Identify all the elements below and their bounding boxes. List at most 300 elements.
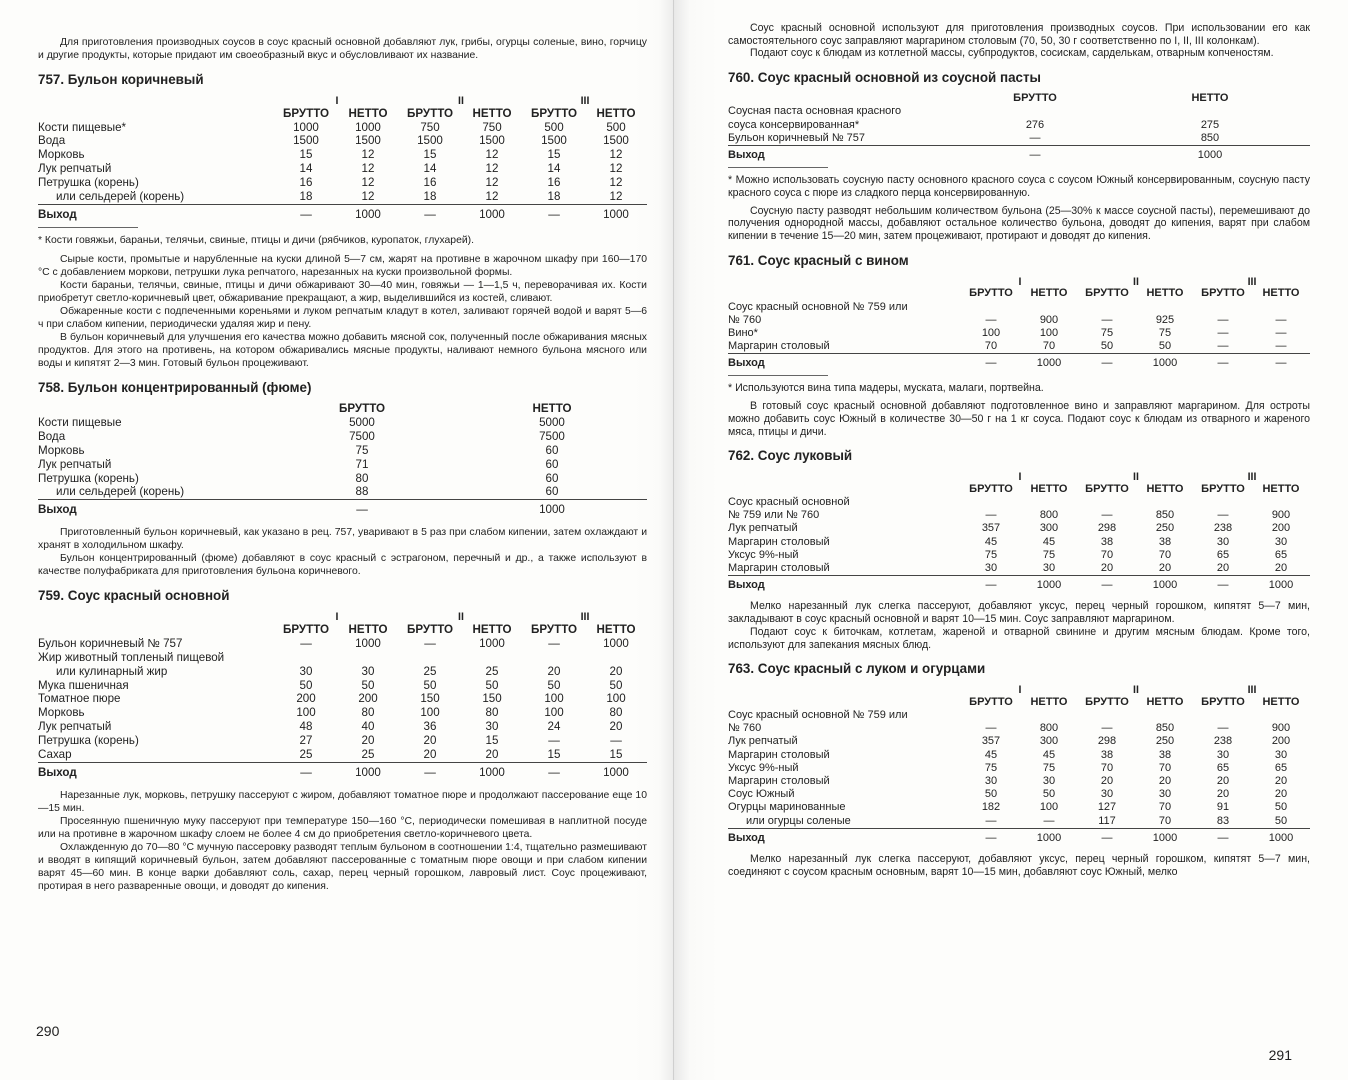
group-row	[38, 610, 647, 623]
quantity-cell: 1000	[479, 636, 505, 650]
recipe-761-table	[728, 275, 1310, 374]
ingredient-name: Бульон коричневый № 757	[38, 636, 183, 650]
header-row	[38, 623, 647, 637]
quantity-cell: 70	[1042, 340, 1056, 353]
quantity-cell: —	[267, 500, 457, 520]
quantity-cell	[337, 651, 399, 665]
quantity-cell: 100	[420, 706, 440, 720]
quantity-cell: 12	[485, 190, 499, 204]
ingredient-name: № 760	[728, 313, 762, 326]
quantity-cell: —	[610, 734, 622, 748]
table-row	[38, 134, 647, 148]
column-header: БРУТТО	[969, 482, 1013, 495]
ingredient-name: Соус Южный	[728, 788, 795, 801]
quantity-cell: 900	[1271, 722, 1291, 735]
quantity-cell: —	[1101, 313, 1113, 326]
quantity-cell: 100	[544, 706, 564, 720]
quantity-cell: —	[300, 636, 312, 650]
column-header: НЕТТО	[472, 622, 512, 636]
quantity-cell	[275, 651, 337, 665]
quantity-cell: 16	[423, 176, 437, 190]
table-row	[728, 522, 1310, 535]
ingredient-name: Петрушка (корень)	[38, 734, 139, 748]
header-row	[728, 287, 1310, 300]
group-label: I	[1018, 684, 1022, 697]
table-row	[728, 105, 1310, 118]
quantity-cell: 75	[984, 761, 998, 774]
quantity-cell: 70	[1158, 801, 1172, 814]
table-row	[728, 775, 1310, 788]
quantity-cell: 250	[1155, 522, 1175, 535]
group-row	[728, 470, 1310, 483]
paragraph: В бульон коричневый для улучшения его качества можно добавить мясной сок, полученный после обжаривания мясных продуктов. Для этого на противень, на котором обжаривались мясные продукты, наливают немного бульона мясного или воды и кипятят 2—3 мин. Готовый бульон процеживают.	[38, 331, 647, 369]
quantity-cell: 15	[485, 734, 499, 748]
quantity-cell: —	[275, 762, 337, 782]
table-row	[38, 679, 647, 693]
quantity-cell: 15	[547, 748, 561, 762]
quantity-cell: 1000	[337, 205, 399, 225]
table-row	[38, 734, 647, 748]
quantity-cell: 30	[1042, 775, 1056, 788]
ingredient-name: Сахар	[38, 748, 72, 762]
ingredient-name: Вино*	[728, 326, 758, 339]
quantity-cell: —	[1194, 828, 1252, 848]
quantity-cell: 83	[1216, 814, 1230, 827]
quantity-cell: 20	[485, 748, 499, 762]
ingredient-name: Кости пищевые*	[38, 120, 127, 134]
quantity-cell: 65	[1274, 548, 1288, 561]
quantity-cell: 70	[1100, 761, 1114, 774]
quantity-cell: 1000	[355, 636, 381, 650]
ingredient-name: или сельдерей (корень)	[56, 190, 185, 204]
quantity-cell: 182	[981, 801, 1001, 814]
quantity-cell: 20	[1100, 775, 1114, 788]
quantity-cell: 65	[1274, 761, 1288, 774]
paragraph: Приготовленный бульон коричневый, как указано в рец. 757, уваривают в 5 раз при слабом кипении, затем охлаждают и хранят в холодильном шкафу.	[38, 527, 647, 552]
paragraph: В готовый соус красный основной добавляют подготовленное вино и заправляют маргарином. Для остроты можно добавить соус Южный в количестве 30—50 г на 1 кг соуса. Подают соус к блюдам из отварного и жареного мяса, птицы и дичи.	[728, 400, 1310, 438]
quantity-cell: 200	[1271, 522, 1291, 535]
column-header: НЕТТО	[1262, 695, 1300, 708]
quantity-cell: —	[962, 828, 1020, 848]
group-row	[728, 275, 1310, 288]
ingredient-name: соуса консервированная*	[728, 118, 860, 131]
quantity-cell: —	[1194, 354, 1252, 374]
quantity-cell: 20	[423, 734, 437, 748]
quantity-cell: 50	[485, 678, 499, 692]
quantity-cell: 1000	[1110, 145, 1310, 165]
table-body	[38, 121, 647, 225]
column-header: НЕТТО	[1030, 287, 1068, 300]
quantity-cell: 25	[485, 664, 499, 678]
quantity-cell: —	[1101, 509, 1113, 522]
quantity-cell	[399, 651, 461, 665]
quantity-cell: 12	[609, 162, 623, 176]
quantity-cell: 1500	[479, 134, 505, 148]
page-number: 290	[36, 1023, 60, 1040]
quantity-cell: —	[985, 722, 997, 735]
output-row	[728, 828, 1310, 848]
table-row	[728, 815, 1310, 829]
table-row	[38, 430, 647, 444]
ingredient-name: Маргарин столовый	[728, 535, 830, 548]
paragraph: Бульон концентрированный (фюме) добавляют в соус красный с эстрагоном, перечный и др., а также используют в качестве полуфабриката для приготовления бульона коричневого.	[38, 553, 647, 578]
quantity-cell: 238	[1213, 735, 1233, 748]
footnote: * Можно использовать соусную пасту основного красного соуса с соусом Южный консервированным, соусную пасту красного соуса с пюре из сладкого перца консервированную.	[728, 174, 1310, 199]
ingredient-name: Маргарин столовый	[728, 562, 830, 575]
table-row	[38, 416, 647, 430]
header-row	[38, 402, 647, 416]
table-body	[38, 637, 647, 783]
quantity-cell: 12	[485, 176, 499, 190]
column-header: БРУТТО	[530, 622, 578, 636]
quantity-cell: 20	[1274, 562, 1288, 575]
group-label: III	[1247, 684, 1257, 697]
group-label: III	[1247, 275, 1257, 288]
table-body	[728, 105, 1310, 165]
table-row	[728, 340, 1310, 354]
paragraph: Соусную пасту разводят небольшим количеством бульона (25—30% к массе соусной пасты), перемешивают до получения однородной массы, добавляют остальное количество бульона, доводят до кипения, варят при слабом кипении в течение 15—20 мин, затем процеживают, протирают и доводят до кипения.	[728, 204, 1310, 242]
table-body	[728, 496, 1310, 595]
group-label: III	[580, 611, 590, 624]
group-row	[38, 94, 647, 107]
recipe-758-title: 758. Бульон концентрированный (фюме)	[38, 379, 312, 395]
quantity-cell: 5000	[349, 415, 375, 429]
quantity-cell: —	[1078, 576, 1136, 596]
quantity-cell	[1136, 709, 1194, 722]
table-row	[38, 472, 647, 486]
table-row	[38, 176, 647, 190]
quantity-cell: 80	[609, 706, 623, 720]
quantity-cell: 88	[355, 485, 369, 499]
table-body	[38, 416, 647, 520]
recipe-757-title: 757. Бульон коричневый	[38, 72, 204, 87]
quantity-cell: 70	[984, 340, 998, 353]
quantity-cell: 38	[1158, 535, 1172, 548]
quantity-cell: 30	[984, 562, 998, 575]
quantity-cell: 45	[984, 535, 998, 548]
table-row	[728, 801, 1310, 814]
quantity-cell: 50	[984, 788, 998, 801]
column-header: НЕТТО	[1030, 482, 1068, 495]
quantity-cell	[962, 496, 1020, 509]
quantity-cell: 1500	[417, 134, 443, 148]
quantity-cell: 298	[1097, 522, 1117, 535]
quantity-cell: 75	[1042, 761, 1056, 774]
quantity-cell: —	[1217, 340, 1229, 353]
column-header: НЕТТО	[348, 622, 388, 636]
quantity-cell: 20	[1274, 788, 1288, 801]
quantity-cell: —	[985, 509, 997, 522]
quantity-cell	[1194, 301, 1252, 314]
column-header: БРУТТО	[969, 287, 1013, 300]
table-row	[38, 748, 647, 762]
quantity-cell: 1000	[1020, 576, 1078, 596]
quantity-cell: 1500	[541, 134, 567, 148]
quantity-cell: 127	[1097, 801, 1117, 814]
quantity-cell	[1020, 301, 1078, 314]
ingredient-name: Морковь	[38, 148, 85, 162]
ingredient-name: Петрушка (корень)	[38, 471, 139, 485]
header-row	[38, 107, 647, 121]
output-row	[728, 354, 1310, 374]
quantity-cell: —	[523, 762, 585, 782]
column-header: БРУТТО	[1085, 695, 1129, 708]
quantity-cell: 30	[984, 775, 998, 788]
ingredient-name: Лук репчатый	[38, 720, 112, 734]
quantity-cell: 15	[299, 148, 313, 162]
ingredient-name: № 759 или № 760	[728, 509, 820, 522]
recipe-762-title: 762. Соус луковый	[728, 448, 853, 464]
quantity-cell	[1252, 496, 1310, 509]
quantity-cell: —	[1101, 722, 1113, 735]
quantity-cell: 12	[485, 162, 499, 176]
quantity-cell: 25	[361, 748, 375, 762]
quantity-cell: 357	[981, 735, 1001, 748]
table-row	[38, 444, 647, 458]
quantity-cell: 75	[1158, 326, 1172, 339]
quantity-cell: 70	[1158, 761, 1172, 774]
quantity-cell: 14	[423, 162, 437, 176]
quantity-cell: 850	[1155, 722, 1175, 735]
quantity-cell: 200	[358, 692, 378, 706]
ingredient-name: Лук репчатый	[38, 162, 112, 176]
column-header: БРУТТО	[1201, 695, 1245, 708]
quantity-cell: 1000	[1136, 576, 1194, 596]
quantity-cell: 38	[1158, 748, 1172, 761]
ingredient-name: Огурцы маринованные	[728, 801, 846, 814]
column-header: БРУТТО	[282, 106, 330, 120]
quantity-cell: —	[523, 205, 585, 225]
quantity-cell: 30	[485, 720, 499, 734]
quantity-cell: 80	[485, 706, 499, 720]
table-row	[38, 692, 647, 706]
quantity-cell: 30	[361, 664, 375, 678]
quantity-cell: 70	[1158, 548, 1172, 561]
quantity-cell: 1000	[337, 762, 399, 782]
column-header: НЕТТО	[1146, 287, 1184, 300]
footnote: * Используются вина типа мадеры, муската, малаги, портвейна.	[728, 382, 1044, 395]
quantity-cell: 150	[482, 692, 502, 706]
table-row	[728, 327, 1310, 340]
quantity-cell: 50	[299, 678, 313, 692]
quantity-cell: 30	[1216, 535, 1230, 548]
output-row	[38, 205, 647, 225]
output-label: Выход	[38, 500, 267, 520]
ingredient-name: Уксус 9%-ный	[728, 548, 799, 561]
quantity-cell: —	[962, 354, 1020, 374]
output-row	[728, 576, 1310, 596]
quantity-cell	[1252, 301, 1310, 314]
quantity-cell: 20	[361, 734, 375, 748]
quantity-cell: 48	[299, 720, 313, 734]
paragraph: Подают соус к биточкам, котлетам, жареной и отварной свинине и другим мясным блюдам. Кроме того, используют для запекания мясных блюд.	[728, 625, 1310, 651]
group-label: I	[335, 611, 339, 624]
output-label: Выход	[38, 205, 275, 225]
quantity-cell: 30	[1158, 788, 1172, 801]
quantity-cell: 500	[544, 120, 564, 134]
quantity-cell: 14	[547, 162, 561, 176]
group-label: III	[1247, 471, 1257, 484]
quantity-cell: 12	[609, 148, 623, 162]
ingredient-name: Петрушка (корень)	[38, 176, 139, 190]
quantity-cell: 60	[545, 443, 559, 457]
table-row	[728, 132, 1310, 146]
table-row	[728, 119, 1310, 132]
quantity-cell: —	[1275, 340, 1287, 353]
quantity-cell	[1110, 105, 1310, 118]
quantity-cell	[1078, 496, 1136, 509]
quantity-cell	[1194, 709, 1252, 722]
group-label: I	[335, 95, 339, 108]
quantity-cell: 30	[1216, 748, 1230, 761]
ingredient-name: Лук репчатый	[728, 735, 798, 748]
quantity-cell	[1078, 301, 1136, 314]
column-header: БРУТТО	[406, 106, 454, 120]
quantity-cell: —	[1217, 313, 1229, 326]
output-row	[38, 762, 647, 782]
ingredient-name: Соус красный основной	[728, 496, 850, 509]
quantity-cell: 12	[609, 176, 623, 190]
quantity-cell: 1000	[1136, 354, 1194, 374]
quantity-cell: 7500	[539, 429, 565, 443]
table-row	[728, 314, 1310, 327]
quantity-cell: 27	[299, 734, 313, 748]
table-row	[38, 651, 647, 665]
recipe-760-title: 760. Соус красный основной из соусной пасты	[728, 70, 1041, 86]
output-label: Выход	[728, 828, 962, 848]
quantity-cell: —	[1194, 576, 1252, 596]
quantity-cell: 1500	[293, 134, 319, 148]
quantity-cell: —	[1217, 509, 1229, 522]
quantity-cell: 50	[609, 678, 623, 692]
quantity-cell: —	[399, 762, 461, 782]
quantity-cell: 300	[1039, 522, 1059, 535]
quantity-cell: 900	[1271, 509, 1291, 522]
quantity-cell: 30	[1274, 535, 1288, 548]
quantity-cell: 20	[1274, 775, 1288, 788]
paragraph: Обжаренные кости с подпеченными кореньями и луком репчатым кладут в котел, заливают горячей водой и варят 5—6 ч при слабом кипении, периодически удаляя жир и пену.	[38, 305, 647, 330]
quantity-cell: 20	[1158, 775, 1172, 788]
quantity-cell: 38	[1100, 748, 1114, 761]
ingredient-name: или огурцы соленые	[746, 814, 851, 827]
right-page	[674, 0, 1348, 1080]
quantity-cell: 20	[1100, 562, 1114, 575]
quantity-cell: —	[1275, 313, 1287, 326]
quantity-cell: 16	[299, 176, 313, 190]
quantity-cell: 800	[1039, 509, 1059, 522]
quantity-cell: 80	[361, 706, 375, 720]
column-header: НЕТТО	[1146, 482, 1184, 495]
ingredient-name: Уксус 9%-ный	[728, 761, 799, 774]
recipe-762-table	[728, 470, 1310, 595]
table-row	[728, 788, 1310, 801]
column-header: БРУТТО	[969, 695, 1013, 708]
paragraph: Кости бараньи, телячьи, свиные, птицы и дичи обжаривают 30—40 мин, говяжьи — 1—1,5 ч, переворачивая их. Кости приобретут светло-коричневый цвет, обжаривание прекращают, а жир, выделившийся из костей, сливают.	[38, 279, 647, 304]
quantity-cell: —	[960, 145, 1110, 165]
ingredient-name: Морковь	[38, 443, 85, 457]
table-row	[728, 735, 1310, 748]
quantity-cell: 15	[547, 148, 561, 162]
footnote-rule	[728, 375, 828, 376]
ingredient-name: Вода	[38, 134, 66, 148]
column-header: НЕТТО	[348, 106, 388, 120]
output-label: Выход	[728, 145, 960, 165]
quantity-cell: 16	[547, 176, 561, 190]
table-body	[728, 301, 1310, 374]
quantity-cell: 71	[355, 457, 369, 471]
paragraph: Охлажденную до 70—80 °С мучную пассеровку разводят теплым бульоном в соотношении 1:4, тщательно размешивают и вводят в кипящий коричневый бульон, затем добавляют пассерованные с томатным пюре овощи и при слабом кипении варят 45—60 мин. В конце варки добавляют соль, сахар, перец черный горошком, лавровый лист. Соус процеживают, протирая в него разваренные овощи, и доводят до кипения.	[38, 841, 647, 892]
paragraph: Нарезанные лук, морковь, петрушку пассеруют с жиром, добавляют томатное пюре и продолжают пассерование еще 10—15 мин.	[38, 789, 647, 814]
intro-paragraph: Соус красный основной используют для приготовления производных соусов. При использовании его как самостоятельного соус заправляют маргарином столовым (70, 50, 30 г соответственно по I, II, III колонкам).	[728, 22, 1310, 47]
quantity-cell: 1000	[293, 120, 319, 134]
ingredient-name: Маргарин столовый	[728, 748, 830, 761]
column-header: БРУТТО	[1013, 92, 1057, 105]
quantity-cell: 12	[361, 162, 375, 176]
group-label: II	[458, 95, 464, 108]
column-header: НЕТТО	[596, 622, 636, 636]
column-header: БРУТТО	[1201, 482, 1245, 495]
ingredient-name: Кости пищевые	[38, 415, 122, 429]
quantity-cell: 1000	[1020, 354, 1078, 374]
quantity-cell: 276	[1025, 118, 1045, 131]
quantity-cell: 50	[1274, 814, 1288, 827]
quantity-cell: 300	[1039, 735, 1059, 748]
ingredient-name: или кулинарный жир	[56, 664, 168, 678]
quantity-cell: 200	[1271, 735, 1291, 748]
quantity-cell: 38	[1100, 535, 1114, 548]
quantity-cell: 80	[355, 471, 369, 485]
quantity-cell: 30	[1042, 562, 1056, 575]
recipe-757-table	[38, 94, 647, 225]
quantity-cell: 14	[299, 162, 313, 176]
quantity-cell	[1020, 709, 1078, 722]
table-row	[38, 190, 647, 204]
quantity-cell: 40	[361, 720, 375, 734]
intro-paragraph: Для приготовления производных соусов в соус красный основной добавляют лук, грибы, огурцы соленые, вино, горчицу и другие продукты, которые придают им своеобразный вкус и обусловливают их название.	[38, 37, 647, 61]
quantity-cell	[523, 651, 585, 665]
quantity-cell	[960, 105, 1110, 118]
quantity-cell: 20	[609, 664, 623, 678]
ingredient-name: Морковь	[38, 706, 85, 720]
quantity-cell	[962, 709, 1020, 722]
quantity-cell: 18	[299, 190, 313, 204]
quantity-cell: 50	[1100, 340, 1114, 353]
group-label: III	[580, 95, 590, 108]
footnote-rule	[38, 227, 138, 228]
table-row	[728, 709, 1310, 722]
footnote-rule	[728, 167, 828, 168]
quantity-cell: —	[399, 205, 461, 225]
group-label: I	[1018, 275, 1022, 288]
column-header: НЕТТО	[1030, 695, 1068, 708]
quantity-cell: 12	[485, 148, 499, 162]
quantity-cell: —	[1078, 354, 1136, 374]
group-label: II	[1133, 684, 1139, 697]
ingredient-name: или сельдерей (корень)	[56, 485, 185, 499]
quantity-cell: —	[1217, 326, 1229, 339]
paragraph: Просеянную пшеничную муку пассеруют при температуре 150—160 °С, периодически помешивая в наплитной посуде или на противне в жарочном шкафу слоем не более 4 см до приобретения светло-коричневого цвета.	[38, 815, 647, 840]
quantity-cell: 50	[1274, 801, 1288, 814]
output-row	[38, 500, 647, 520]
quantity-cell: —	[1217, 722, 1229, 735]
quantity-cell: 925	[1155, 313, 1175, 326]
quantity-cell: 20	[609, 720, 623, 734]
table-row	[728, 722, 1310, 735]
column-header: НЕТТО	[472, 106, 512, 120]
quantity-cell: 75	[355, 443, 369, 457]
quantity-cell: 45	[1042, 535, 1056, 548]
quantity-cell: —	[985, 313, 997, 326]
